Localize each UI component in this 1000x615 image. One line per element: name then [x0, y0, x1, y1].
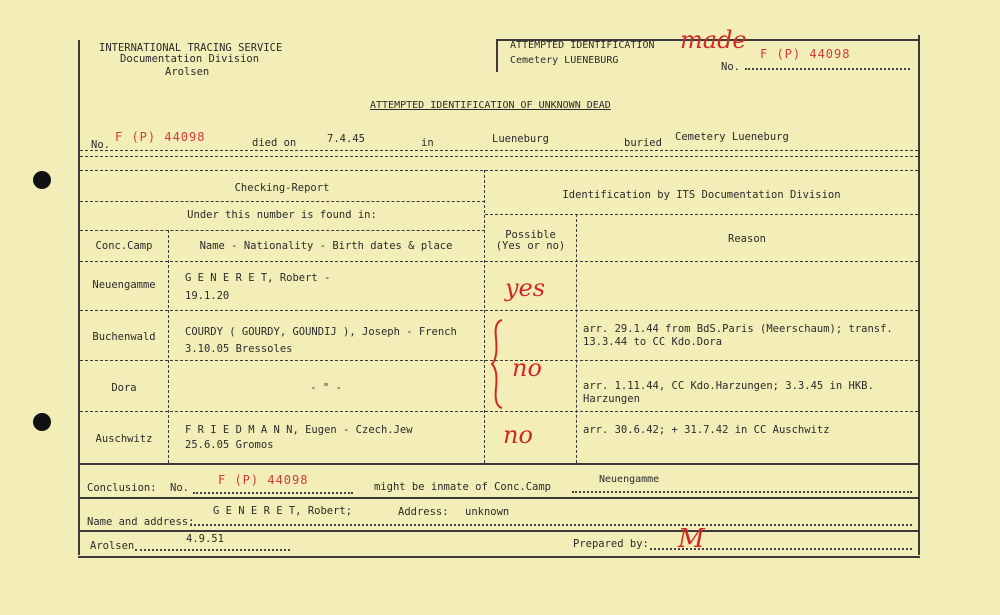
- cemetery-label: Cemetery LUENEBURG: [510, 55, 619, 66]
- ident-title-line: [485, 214, 918, 215]
- header-box-left: [496, 40, 498, 72]
- address-value: unknown: [465, 506, 510, 518]
- conclusion-label: Conclusion:: [87, 482, 157, 494]
- col-divider-possible: [576, 214, 577, 463]
- table-row-reason-2: Harzungen: [583, 393, 640, 405]
- died-label: died on: [252, 137, 297, 149]
- org-line-1: INTERNATIONAL TRACING SERVICE: [99, 42, 283, 54]
- punch-hole-top: [33, 171, 51, 189]
- frame-right: [918, 35, 920, 555]
- table-row-camp: Dora: [111, 382, 137, 394]
- table-row-possible: no: [503, 421, 533, 449]
- table-row-possible: yes: [505, 274, 546, 302]
- record-no-label: No.: [91, 139, 110, 151]
- signature: M: [678, 524, 705, 554]
- header-no-label: No.: [721, 61, 740, 73]
- table-row-reason-1: arr. 1.11.44, CC Kdo.Harzungen; 3.3.45 in HKB.: [583, 380, 874, 392]
- col-name-header: Name - Nationality - Birth dates & place: [199, 240, 453, 252]
- address-label: Address:: [398, 506, 449, 518]
- place-value: Lueneburg: [492, 133, 549, 145]
- table-row-name-1: F R I E D M A N N, Eugen - Czech.Jew: [185, 424, 413, 436]
- table-row-camp: Neuengamme: [92, 279, 156, 291]
- table-row-reason-1: arr. 29.1.44 from BdS.Paris (Meerschaum); transf.: [583, 323, 893, 335]
- row3-bottom: [80, 411, 918, 412]
- colhead-line: [80, 230, 485, 231]
- col-possible-header-1: Possible: [505, 229, 556, 241]
- header-no-dots: [745, 68, 910, 70]
- org-line-2: Documentation Division: [120, 53, 260, 65]
- name-address-label: Name and address:: [87, 516, 195, 528]
- col-possible-header-2: (Yes or no): [495, 240, 566, 252]
- table-row-name-2: 25.6.05 Gromos: [185, 439, 274, 451]
- table-row-reason-1: arr. 30.6.42; + 31.7.42 in CC Auschwitz: [583, 424, 830, 436]
- col-camp-header: Conc.Camp: [95, 240, 153, 252]
- conclusion-camp-dots: [572, 491, 912, 493]
- conclusion-line: [80, 497, 918, 499]
- row1-bottom: [80, 310, 918, 311]
- prepared-label: Prepared by:: [573, 538, 649, 550]
- checking-title: Checking-Report: [234, 182, 330, 194]
- org-line-3: Arolsen: [165, 66, 210, 78]
- conclusion-no-label: No.: [170, 482, 189, 494]
- name-address-line: [80, 530, 918, 532]
- ident-title: Identification by ITS Documentation Division: [562, 189, 841, 201]
- handwritten-note: made: [680, 26, 747, 54]
- col-reason-header: Reason: [728, 233, 766, 245]
- form-title: ATTEMPTED IDENTIFICATION OF UNKNOWN DEAD: [370, 100, 611, 111]
- table-row-reason-2: 13.3.44 to CC Kdo.Dora: [583, 336, 723, 348]
- col-divider-main: [484, 170, 485, 463]
- attempted-label: ATTEMPTED IDENTIFICATION: [510, 40, 655, 51]
- buried-label: buried: [624, 137, 662, 149]
- subtitle-line: [80, 201, 485, 202]
- in-label: in: [421, 137, 434, 149]
- conclusion-no-dots: [193, 492, 353, 494]
- table-row-name-1: - " -: [310, 382, 342, 394]
- conclusion-camp-value: Neuengamme: [599, 474, 660, 485]
- table-row-name-2: 3.10.05 Bressoles: [185, 343, 293, 355]
- col-divider-camp: [168, 230, 169, 463]
- conclusion-no-value: F (P) 44098: [218, 473, 309, 487]
- red-bracket: [490, 318, 510, 410]
- header-no-value: F (P) 44098: [760, 47, 851, 61]
- table-row-name-2: 19.1.20: [185, 290, 230, 302]
- died-value: 7.4.45: [327, 133, 365, 145]
- footer-date: 4.9.51: [186, 533, 224, 545]
- footer-place: Arolsen: [90, 540, 135, 552]
- name-address-dots: [190, 524, 912, 526]
- footer-date-dots: [135, 549, 290, 551]
- frame-bottom: [78, 556, 920, 558]
- record-line-2: [80, 156, 918, 157]
- header-bottom-line: [80, 261, 918, 262]
- punch-hole-bottom: [33, 413, 51, 431]
- buried-value: Cemetery Lueneburg: [675, 131, 789, 143]
- table-row-camp: Auschwitz: [95, 433, 153, 445]
- table-bottom-line: [80, 463, 918, 465]
- name-value: G E N E R E T, Robert;: [213, 505, 353, 517]
- table-top-line: [80, 170, 918, 171]
- table-row-possible: no: [512, 354, 542, 382]
- table-row-name-1: COURDY ( GOURDY, GOUNDIJ ), Joseph - French: [185, 326, 457, 338]
- record-line: [80, 150, 918, 151]
- record-no-value: F (P) 44098: [115, 130, 206, 144]
- table-row-camp: Buchenwald: [92, 331, 156, 343]
- conclusion-middle: might be inmate of Conc.Camp: [374, 481, 552, 493]
- table-row-name-1: G E N E R E T, Robert -: [185, 272, 331, 284]
- frame-left: [78, 40, 80, 555]
- checking-subtitle: Under this number is found in:: [187, 209, 377, 221]
